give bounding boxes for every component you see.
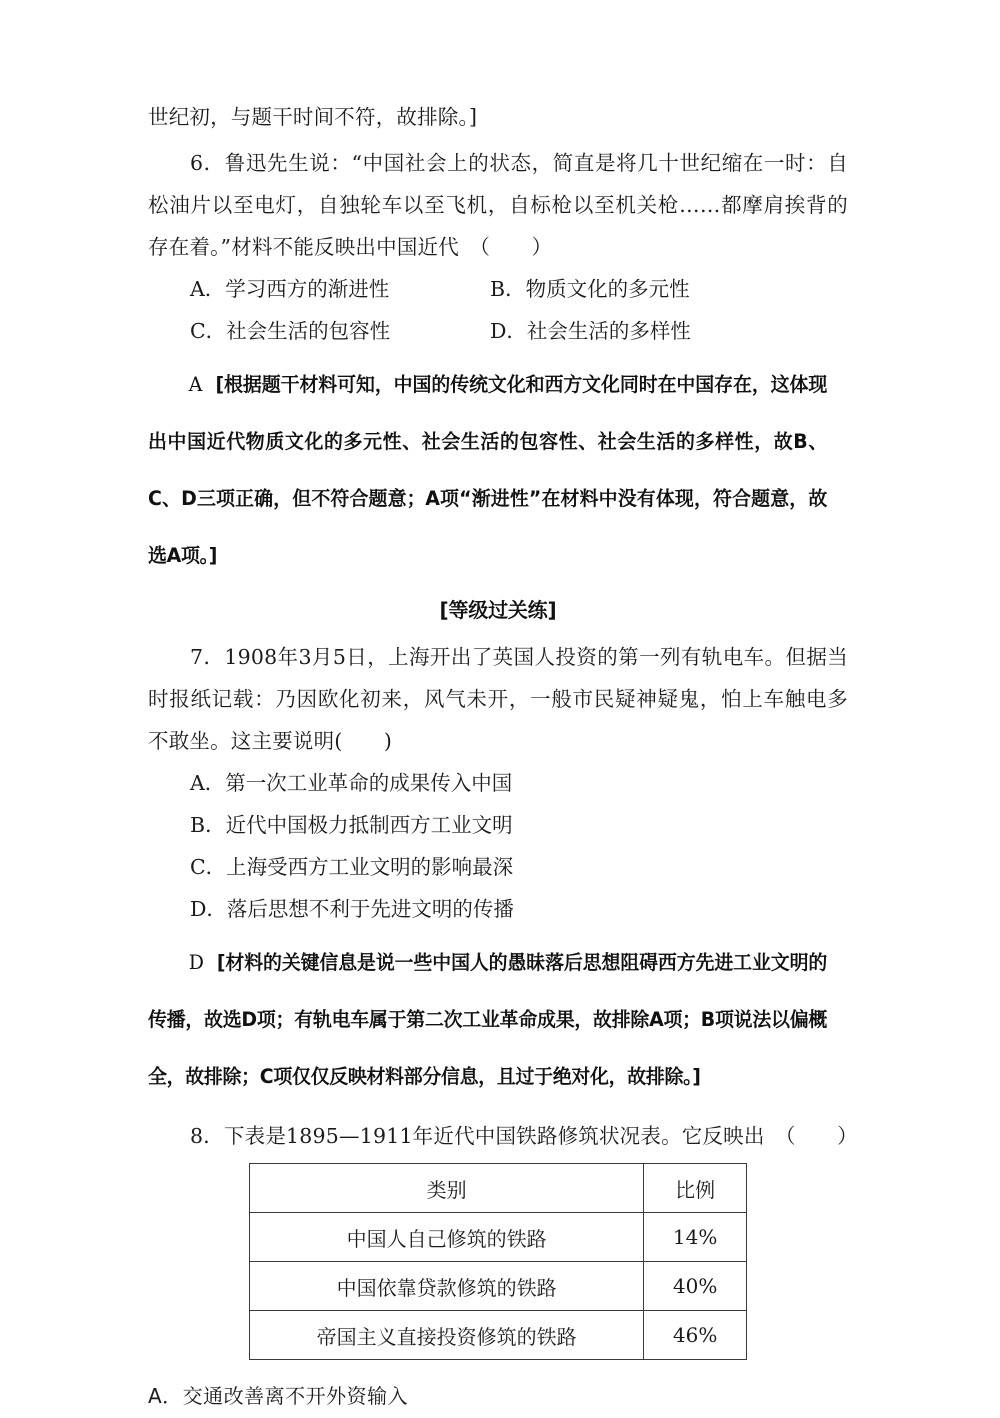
question-6-explanation-text: [根据题干材料可知，中国的传统文化和西方文化同时在中国存在，这体现出中国近代物质文化的多元性、社会生活的包容性、社会生活的多样性，故B、C、D三项正确，但不符合题意；A项“渐进性”在材料中没有体现，符合题意，故选A项。] xyxy=(148,373,828,567)
table-row xyxy=(250,1311,747,1360)
question-6-option-d[interactable]: D．社会生活的多样性 xyxy=(490,319,691,343)
carryover-text: 世纪初，与题干时间不符，故排除。] xyxy=(148,105,478,129)
question-7-option-b[interactable]: B．近代中国极力抵制西方工业文明 xyxy=(190,813,513,837)
question-6-stem: 6．鲁迅先生说：“中国社会上的状态，简直是将几十世纪缩在一时：自松油片以至电灯，自独轮车以至飞机，自标枪以至机关枪……都摩肩挨背的存在着。”材料不能反映出中国近代 （ ） xyxy=(148,151,848,259)
carryover-explanation-line xyxy=(148,96,848,138)
railway-table-wrapper xyxy=(148,1163,848,1360)
question-7-explanation xyxy=(148,934,827,1105)
table-row xyxy=(250,1213,747,1262)
table-cell-ratio: 40% xyxy=(644,1262,747,1311)
table-header-ratio: 比例 xyxy=(644,1164,747,1213)
question-7-stem: 7．1908年3月5日，上海开出了英国人投资的第一列有轨电车。但据当时报纸记载：乃因欧化初来，风气未开，一般市民疑神疑鬼，怕上车触电多不敢坐。这主要说明( ) xyxy=(148,645,848,753)
table-cell-ratio: 14% xyxy=(644,1213,747,1262)
question-7-option-a[interactable]: A．第一次工业革命的成果传入中国 xyxy=(190,771,513,795)
table-cell-category: 中国人自己修筑的铁路 xyxy=(250,1213,644,1262)
page-content xyxy=(148,96,858,1418)
question-6-options-row-2 xyxy=(148,310,848,352)
question-6-explanation xyxy=(148,356,827,584)
section-heading: [等级过关练] xyxy=(439,598,557,622)
question-8-option-a[interactable]: A．交通改善离不开外资输入 xyxy=(148,1384,409,1408)
question-6-option-b[interactable]: B．物质文化的多元性 xyxy=(490,277,690,301)
question-7-explanation-text: [材料的关键信息是说一些中国人的愚昧落后思想阻碍西方先进工业文明的传播，故选D项；有轨电车属于第二次工业革命成果，故排除A项；B项说法以偏概全，故排除；C项仅仅反映材料部分信息，且过于绝对化，故排除。] xyxy=(148,951,827,1088)
question-7-option-d[interactable]: D．落后思想不利于先进文明的传播 xyxy=(190,897,514,921)
question-7-option-c[interactable]: C．上海受西方工业文明的影响最深 xyxy=(190,855,514,879)
question-6-answer: A xyxy=(188,373,203,396)
table-cell-ratio: 46% xyxy=(644,1311,747,1360)
question-7-answer: D xyxy=(188,951,204,974)
railway-construction-table xyxy=(249,1163,747,1360)
question-8-stem: 8．下表是1895—1911年近代中国铁路修筑状况表。它反映出 （ ） xyxy=(190,1124,858,1148)
table-cell-category: 中国依靠贷款修筑的铁路 xyxy=(250,1262,644,1311)
table-cell-category: 帝国主义直接投资修筑的铁路 xyxy=(250,1311,644,1360)
question-6-options-row-1 xyxy=(148,268,848,310)
table-header-row xyxy=(250,1164,747,1213)
table-row xyxy=(250,1262,747,1311)
question-6-option-c[interactable]: C．社会生活的包容性 xyxy=(190,319,391,343)
question-7-options xyxy=(148,762,848,930)
question-6-option-a[interactable]: A．学习西方的渐进性 xyxy=(190,277,390,301)
table-header-category: 类别 xyxy=(250,1164,644,1213)
